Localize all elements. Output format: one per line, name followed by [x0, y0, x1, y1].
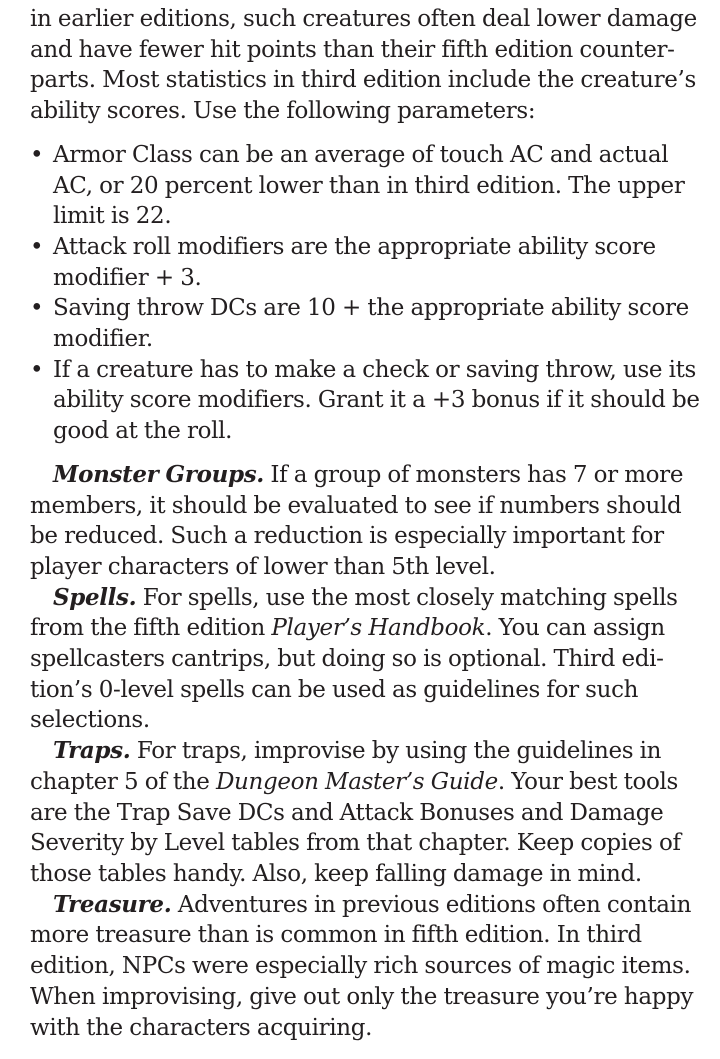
- traps-paragraph: [30, 736, 700, 890]
- list-item: [30, 355, 700, 447]
- monster-groups-paragraph: [30, 460, 700, 583]
- spells-paragraph: [30, 583, 700, 737]
- treasure-text: Adventures in previous editions often contain more treasure than is common in fifth edition. In third edition, NPCs were especially rich sources of magic items. When improvising, give out only the treasure you’re happy with the characters acquiring.: [30, 891, 694, 1041]
- bullet-glyph: •: [30, 141, 44, 168]
- treasure-paragraph: [30, 890, 700, 1044]
- spells-text-after: . You can assign spellcasters cantrips, but doing so is optional. Third edi-tion’s 0-level spells can be used as guidelines for such selections.: [30, 615, 665, 734]
- treasure-heading: Treasure.: [53, 890, 172, 918]
- bullet-glyph: •: [30, 356, 44, 383]
- list-item: [30, 293, 700, 354]
- bullet-glyph: •: [30, 233, 44, 260]
- intro-paragraph: in earlier editions, such creatures often deal lower damage and have fewer hit points than their fifth edition counter-parts. Most statistics in third edition include the creature’s ability scores. Use the following parameters:: [30, 6, 697, 125]
- list-item-text: Attack roll modifiers are the appropriate ability score modifier + 3.: [53, 233, 656, 291]
- list-item-text: Saving throw DCs are 10 + the appropriate ability score modifier.: [53, 295, 689, 353]
- spells-heading: Spells.: [53, 583, 137, 611]
- monster-groups-text: If a group of monsters has 7 or more members, it should be evaluated to see if numbers should be reduced. Such a reduction is especially important for player characters of lower than 5th level.: [30, 461, 684, 580]
- list-item: [30, 140, 700, 232]
- list-item: [30, 232, 700, 293]
- bullet-glyph: •: [30, 295, 44, 322]
- players-handbook-title: Player’s Handbook: [271, 615, 486, 642]
- list-item-text: Armor Class can be an average of touch AC and actual AC, or 20 percent lower than in third edition. The upper limit is 22.: [53, 141, 685, 230]
- dungeon-masters-guide-title: Dungeon Master’s Guide: [215, 768, 498, 795]
- traps-heading: Traps.: [53, 737, 131, 765]
- traps-text-after: . Your best tools are the Trap Save DCs and Attack Bonuses and Damage Severity by Level tables from that chapter. Keep copies of those tables handy. Also, keep falling damage in mind.: [30, 768, 681, 887]
- list-item-text: If a creature has to make a check or saving throw, use its ability score modifiers. Grant it a +3 bonus if it should be good at the roll.: [53, 356, 700, 445]
- traps-text-before: For traps, improvise by using the guidelines in chapter 5 of the: [30, 738, 662, 795]
- monster-groups-heading: Monster Groups.: [53, 460, 264, 488]
- parameter-list: [30, 140, 700, 447]
- spells-text-before: For spells, use the most closely matching spells from the fifth edition: [30, 584, 678, 642]
